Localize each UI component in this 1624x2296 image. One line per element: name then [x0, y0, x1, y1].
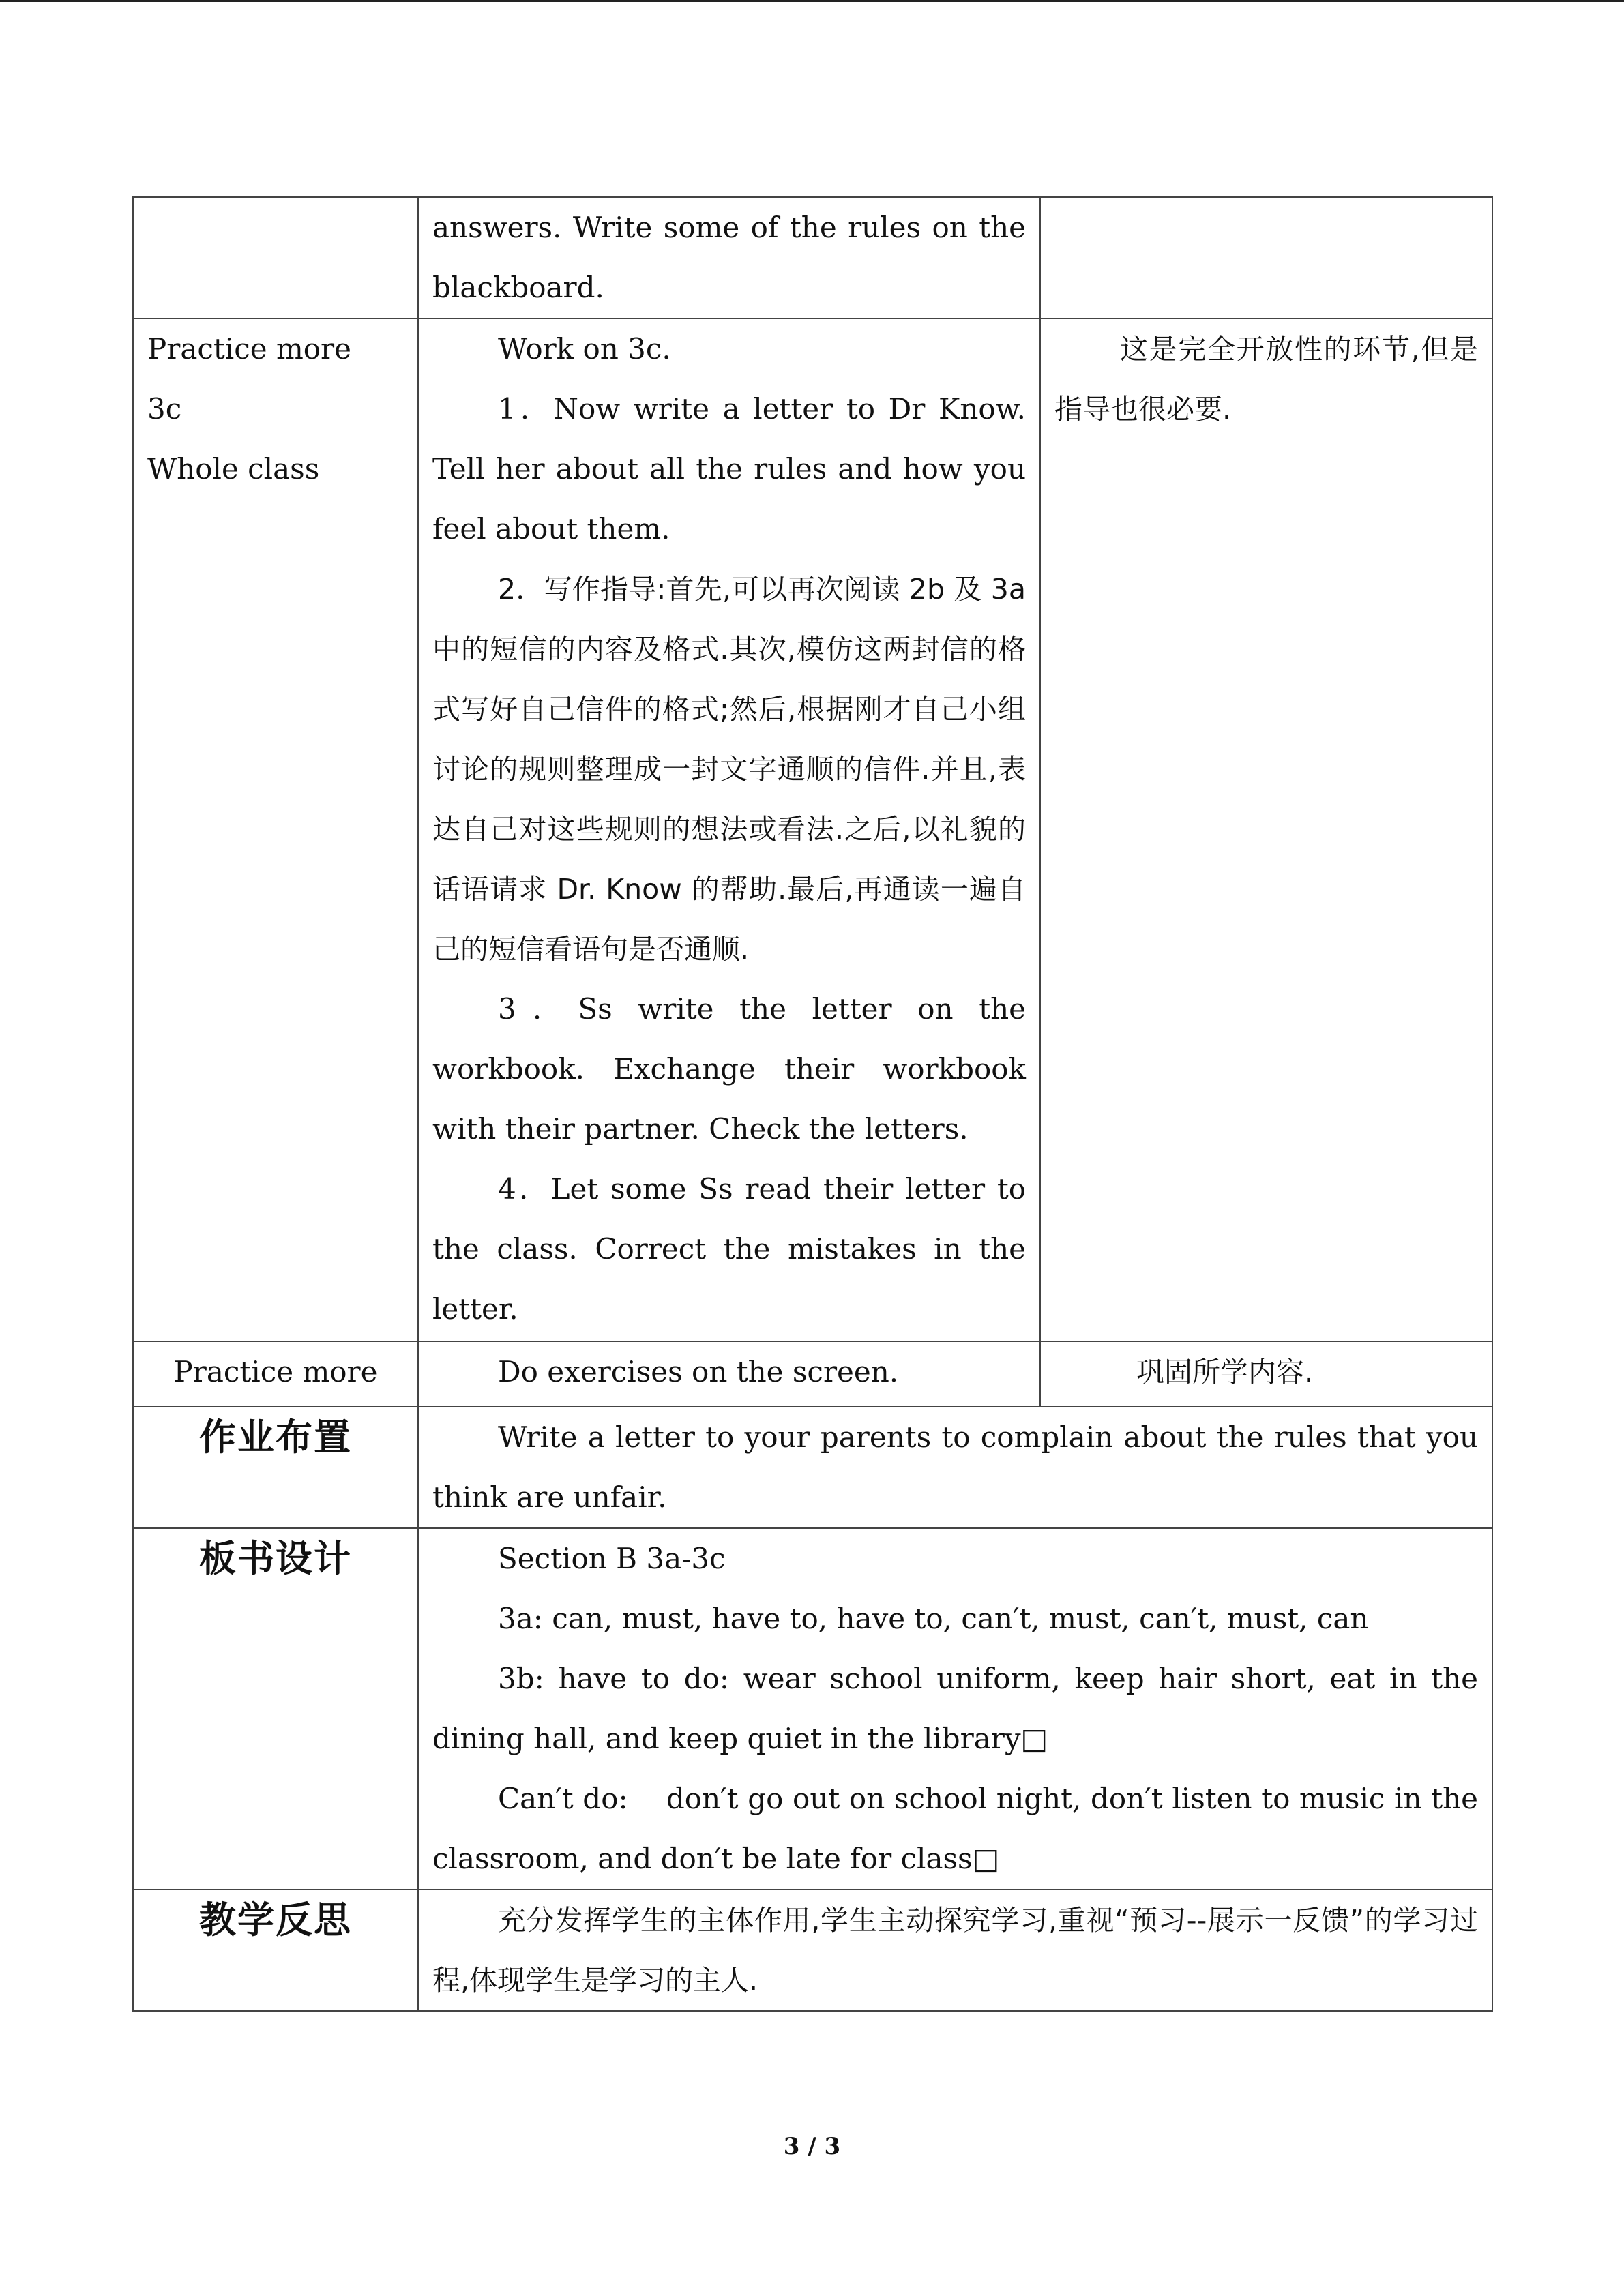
heading-cell: [133, 1528, 418, 1890]
homework-text: Write a letter to your parents to complain about the rules that you think are unfair.: [432, 1420, 1478, 1514]
note-cell: [1040, 197, 1492, 318]
board-line: 3b: have to do: wear school uniform, keep hair short, eat in the dining hall, and keep quiet in the library□: [432, 1662, 1478, 1755]
activity-cell: [418, 197, 1040, 318]
step-label-line: 3c: [147, 392, 182, 426]
note-cell: [1040, 1341, 1492, 1407]
activity-paragraph: Work on 3c.: [498, 332, 671, 366]
board-line: Can′t do: don′t go out on school night, don′t listen to music in the classroom, and don′t be late for class□: [432, 1782, 1478, 1875]
activity-cell: [418, 318, 1040, 1341]
board-design-heading: 板书设计: [199, 1537, 352, 1580]
reflection-heading: 教学反思: [199, 1898, 352, 1941]
reflection-text: 充分发挥学生的主体作用,学生主动探究学习,重视“预习--展示一反馈”的学习过程,体现学生是学习的主人.: [432, 1904, 1478, 1997]
step-cell: [133, 318, 418, 1341]
page-top-border: [0, 0, 1624, 2]
step-label-stack: [147, 319, 404, 499]
heading-cell: [133, 1407, 418, 1528]
table-row-board-design: [133, 1528, 1492, 1890]
board-design-cell: [418, 1528, 1492, 1890]
reflection-cell: [418, 1890, 1492, 2011]
step-cell: [133, 1341, 418, 1407]
heading-cell: [133, 1890, 418, 2011]
activity-cell: [418, 1341, 1040, 1407]
table-row-practice-more: [133, 1341, 1492, 1407]
step-label: Practice more: [173, 1355, 378, 1388]
page-number: 3 / 3: [783, 2133, 841, 2160]
step-label-line: Practice more: [147, 332, 351, 366]
table-row-reflection: [133, 1890, 1492, 2011]
homework-heading: 作业布置: [199, 1416, 352, 1459]
table-row-practice-3c: [133, 318, 1492, 1341]
table-row-homework: [133, 1407, 1492, 1528]
homework-cell: [418, 1407, 1492, 1528]
activity-paragraph: 2．写作指导:首先,可以再次阅读 2b 及 3a 中的短信的内容及格式.其次,模仿这两封信的格式写好自己信件的格式;然后,根据刚才自己小组讨论的规则整理成一封文字通顺的信件.并且,表达自己对这些规则的想法或看法.之后,以礼貌的话语请求 Dr. Know 的帮助.最后,再通读一遍自己的短信看语句是否通顺.: [432, 573, 1026, 966]
activity-paragraph: 3．Ss write the letter on the workbook. Exchange their workbook with their partner. Check the letters.: [432, 992, 1026, 1146]
activity-text: Do exercises on the screen.: [498, 1355, 899, 1388]
activity-paragraph: 1．Now write a letter to Dr Know. Tell her about all the rules and how you feel about them.: [432, 392, 1026, 546]
table-row-continuation: [133, 197, 1492, 318]
step-label-line: Whole class: [147, 452, 320, 486]
board-line: 3a: can, must, have to, have to, can′t, must, can′t, must, can: [498, 1602, 1369, 1635]
note-text: 巩固所学内容.: [1136, 1356, 1314, 1388]
step-cell: [133, 197, 418, 318]
activity-paragraph: 4．Let some Ss read their letter to the class. Correct the mistakes in the letter.: [432, 1172, 1026, 1326]
note-text: 这是完全开放性的环节,但是指导也很必要.: [1054, 333, 1478, 426]
activity-text: answers. Write some of the rules on the blackboard.: [432, 211, 1026, 304]
note-cell: [1040, 318, 1492, 1341]
lesson-plan-table: [132, 196, 1493, 2012]
board-line: Section B 3a-3c: [498, 1542, 726, 1575]
